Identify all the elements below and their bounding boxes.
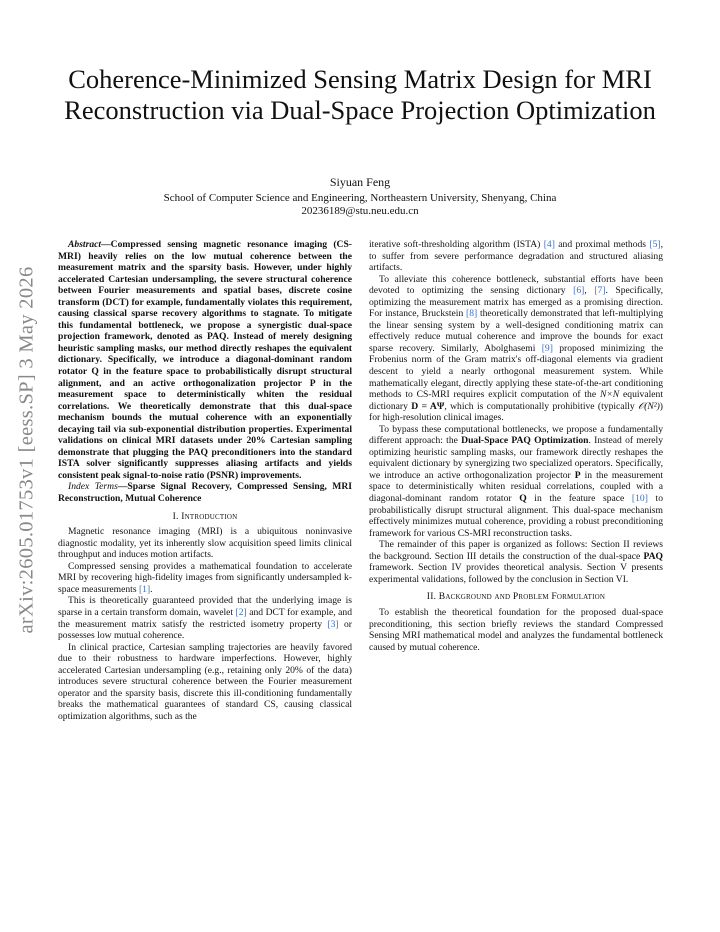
right-p1-text-h: ) for high-resolution clinical images.: [369, 400, 663, 424]
index-terms-label: Index Terms: [68, 481, 118, 493]
intro-paragraph-3: [58, 595, 352, 641]
right-p1-text-b: ,: [584, 285, 595, 297]
right-column: [369, 239, 663, 653]
arxiv-sidebar-stamp: [6, 250, 48, 650]
right-p0-text-b: and proximal methods: [554, 239, 650, 250]
right-paragraph-3: [369, 539, 663, 585]
right-p1-text-f: equivalent dictionary: [369, 389, 663, 412]
right-p1-text-a: To alleviate this coherence bottleneck, substantial efforts have been devoted to optimizing the sensing dictionary: [369, 273, 663, 297]
citation-link[interactable]: [2]: [235, 606, 247, 618]
citation-link[interactable]: [1]: [138, 583, 151, 595]
author-affiliation: School of Computer Science and Engineering, Northeastern University, Shenyang, China: [163, 191, 557, 204]
index-terms-text: —Sparse Signal Recovery, Compressed Sensing, MRI Reconstruction, Mutual Coherence: [58, 481, 353, 505]
abstract-text: —Compressed sensing magnetic resonance imaging (CS-MRI) heavily relies on the low mutual coherence between the measurement matrix and the sparsity basis. However, under highly accelerated Cartesian undersampling, the severe structural coherence between Fourier measurements and spatial bases, discrete cosine transform (DCT) for example, fundamentally violates this requirement, causing classical sparse recovery algorithms to stagnate. To mitigate this fundamental bottleneck, we propose a synergistic dual-space projection framework, denoted as PAQ. Instead of merely designing heuristic sampling masks, our method directly reshapes the equivalent dictionary. Specifically, we introduce a diagonal-dominant random rotator Q in the feature space to probabilistically disrupt structural alignment, and an active orthogonalization projector P in the measurement space to deterministically whiten the residual correlations. We theoretically demonstrate that this dual-space mechanism bounds the mutual coherence with an exponentially decaying tail via sub-exponential distribution properties. Experimental validations on clinical MRI datasets under 20% Cartesian sampling demonstrate that plugging the PAQ preconditioners into the standard ISTA solver significantly suppresses aliasing artifacts and yields consistent peak signal-to-noise ratio (PSNR) improvements.: [58, 239, 352, 481]
citation-link[interactable]: [6]: [573, 285, 585, 297]
abstract: [58, 239, 352, 481]
right-p1-text-e: proposed minimizing the Frobenius norm of the Gram matrix's off-diagonal elements via gradient descent to yield a nearly orthogonal measurement system. While mathematically elegant, directly applying these state-of-the-art conditioning methods to CS-MRI requires explicit computation of the: [369, 342, 664, 401]
math-complexity: 𝒪(N²): [638, 400, 660, 412]
right-p3-text-b: framework. Section IV provides theoretical analysis. Section V presents experimental validations, followed by the conclusion in Section VI.: [369, 562, 663, 585]
citation-link[interactable]: [3]: [327, 618, 339, 630]
right-p1-text-g: , which is computationally prohibitive (typically: [444, 400, 639, 412]
right-p2-text-b: . Instead of merely optimizing heuristic sampling masks, our framework directly reshapes the equivalent dictionary by synergizing two specialized operators. Specifically, we introduce an active orthogonalization projector: [369, 435, 663, 481]
author-email: 20236189@stu.neu.edu.cn: [301, 205, 419, 217]
right-p2-text-a: To bypass these computational bottlenecks, we propose a fundamentally different approach: the: [369, 423, 663, 447]
math-projector-p: P: [574, 469, 581, 481]
right-p1-text-c: . Specifically, optimizing the measurement matrix has emerged as a promising direction. For instance, Bruckstein: [369, 285, 663, 320]
arxiv-identifier: arXiv:2605.01753v1 [eess.SP] 3 May 2026: [15, 266, 38, 634]
left-column: [58, 239, 352, 722]
citation-link[interactable]: [7]: [594, 285, 606, 297]
citation-link[interactable]: [4]: [543, 239, 555, 250]
background-paragraph-1: To establish the theoretical foundation for the proposed dual-space preconditioning, this section briefly reviews the standard Compressed Sensing MRI mathematical model and analyzes the fundamental bottleneck caused by mutual coherence.: [369, 606, 663, 653]
math-nxn: N×N: [599, 389, 620, 401]
math-rotator-q: Q: [519, 493, 527, 505]
right-p3-text-a: The remainder of this paper is organized as follows: Section II reviews the background. Section III details the construction of the dual-space: [369, 539, 663, 562]
intro-paragraph-1: Magnetic resonance imaging (MRI) is a ubiquitous noninvasive diagnostic modality, yet its inherently slow acquisition speed limits clinical throughput and induces motion artifacts.: [58, 526, 352, 561]
right-paragraph-2: [369, 424, 663, 539]
section-heading-introduction: I. Introduction: [172, 510, 238, 522]
citation-link[interactable]: [5]: [649, 239, 661, 250]
paper-title: Coherence-Minimized Sensing Matrix Design for MRI Reconstruction via Dual-Space Projection Optimization: [64, 64, 656, 125]
right-paragraph-0: [369, 239, 663, 274]
intro-p3-text-b: and DCT for example, and the measurement matrix satisfy the restricted isometry property: [58, 606, 352, 630]
method-name-bold: Dual-Space PAQ Optimization: [461, 435, 589, 447]
citation-link[interactable]: [9]: [541, 342, 553, 354]
intro-paragraph-4: In clinical practice, Cartesian sampling trajectories are heavily favored due to their robustness to hardware imperfections. However, highly accelerated Cartesian undersampling (e.g., retaining only 20% of the data) introduces severe structural coherence between the Fourier measurement operator and the sparsity basis, discrete this ill-conditioning fundamentally breaks the mathematical guarantees of standard CS, causing classical optimization algorithms, such as the: [58, 641, 352, 722]
citation-link[interactable]: [10]: [631, 493, 648, 505]
author-block: [60, 176, 660, 219]
intro-paragraph-2: Compressed sensing provides a mathematical foundation to accelerate MRI by recovering high-fidelity images from significantly undersampled k-space measurements [1].: [58, 560, 352, 595]
method-name-paq: PAQ: [643, 550, 663, 562]
right-p0-text-a: iterative soft-thresholding algorithm (ISTA): [369, 239, 544, 250]
abstract-label: Abstract: [68, 239, 102, 250]
intro-p2-text: Compressed sensing provides a mathematical foundation to accelerate MRI by recovering high-fidelity images from significantly undersampled k-space measurements: [58, 560, 352, 595]
section-heading-background: II. Background and Problem Formulation: [426, 591, 606, 603]
intro-p3-text-a: This is theoretically guaranteed provided that the underlying image is sparse in a certain transform domain, wavelet: [58, 595, 352, 618]
right-p0-text-c: , to suffer from severe performance degradation and structured aliasing artifacts.: [369, 239, 663, 274]
index-terms: [58, 481, 352, 504]
citation-link[interactable]: [8]: [466, 308, 478, 320]
right-p2-text-d: in the feature space: [526, 493, 632, 505]
right-p2-text-e: to probabilistically disrupt structural alignment. This dual-space mechanism effectively minimizes mutual coherence, providing a robust preconditioning framework for various CS-MRI reconstruction tasks.: [369, 493, 663, 539]
author-name: Siyuan Feng: [329, 175, 391, 189]
math-equivalent-dictionary: D = AΨ: [411, 400, 445, 412]
intro-p3-text-c: or possesses low mutual coherence.: [58, 618, 352, 642]
right-p2-text-c: in the measurement space to deterministically whiten residual correlations, coupled with a diagonal-dominant random rotator: [369, 469, 663, 505]
right-paragraph-1: [369, 274, 663, 424]
right-p1-text-d: theoretically demonstrated that left-multiplying the linear sensing system by a well-designed conditioning matrix can effectively reduce mutual coherence and improve the bounds for exact sparse recovery. Similarly, Abolghasemi: [369, 308, 663, 354]
